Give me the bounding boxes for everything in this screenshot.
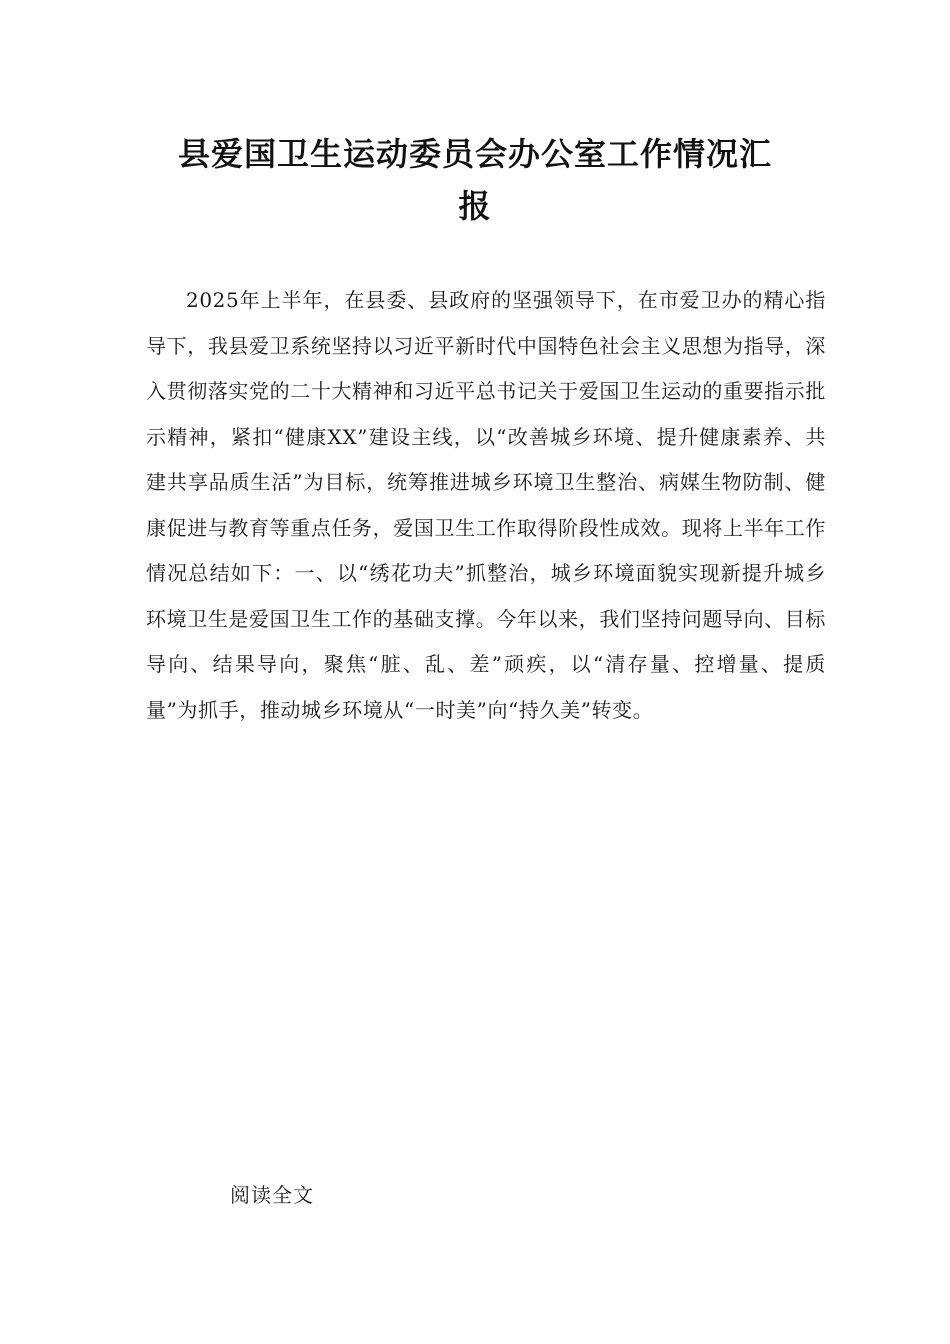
title-line-2: 报 — [458, 187, 492, 225]
title-line-1: 县爱国卫生运动委员会办公室工作情况汇 — [177, 135, 772, 173]
read-full-text-link[interactable]: 阅读全文 — [230, 1183, 314, 1207]
document-title — [130, 128, 820, 232]
body-paragraph: 2025年上半年，在县委、县政府的坚强领导下，在市爱卫办的精心指导下，我县爱卫系统坚持以习近平新时代中国特色社会主义思想为指导，深入贯彻落实党的二十大精神和习近平总书记关于爱国卫生运动的重要指示批示精神，紧扣“健康XX”建设主线，以“改善城乡环境、提升健康素养、共建共享品质生活”为目标，统筹推进城乡环境卫生整治、病媒生物防制、健康促进与教育等重点任务，爱国卫生工作取得阶段性成效。现将上半年工作情况总结如下：一、以“绣花功夫”抓整治，城乡环境面貌实现新提升城乡环境卫生是爱国卫生工作的基础支撑。今年以来，我们坚持问题导向、目标导向、结果导向，聚焦“脏、乱、差”顽疾，以“清存量、控增量、提质量”为抓手，推动城乡环境从“一时美”向“持久美”转变。 — [146, 288, 826, 722]
